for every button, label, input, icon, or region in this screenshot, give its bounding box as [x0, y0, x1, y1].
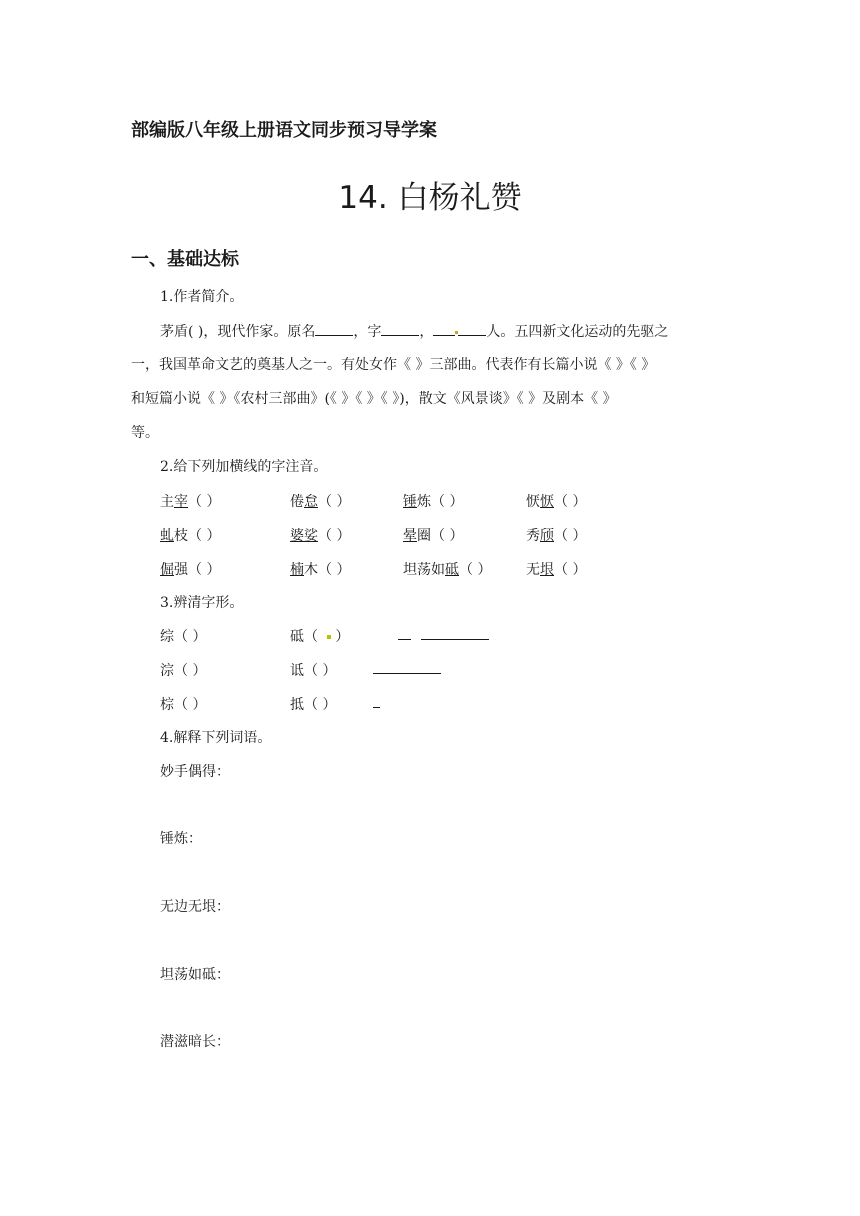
pinyin-item [526, 559, 586, 579]
pinyin-item [526, 491, 586, 511]
pinyin-item-ul: 砥 [445, 562, 459, 578]
hometown-blank-2 [458, 321, 486, 336]
pinyin-item [160, 491, 220, 511]
pinyin-item-post: 强 [174, 562, 188, 578]
term-item: 坦荡如砥： [160, 967, 230, 983]
pinyin-item [160, 559, 220, 579]
pinyin-item [403, 491, 463, 511]
glyph-item [290, 626, 349, 646]
pinyin-item-paren: （ ） [188, 562, 221, 578]
answer-blank [373, 673, 441, 674]
q4-label: 4.解释下列词语。 [160, 730, 272, 746]
term-item: 锤炼： [160, 831, 202, 847]
pinyin-item-ul: 虬 [160, 528, 174, 544]
pinyin-item-ul: 宰 [174, 494, 188, 510]
pinyin-item-post: 木 [304, 562, 318, 578]
q1-line1-c: ， [419, 324, 434, 340]
pinyin-item-ul: 锤 [403, 494, 417, 510]
q3-label: 3.辨清字形。 [160, 595, 244, 611]
glyph-item-post: ） [330, 629, 350, 645]
pinyin-item-post: 枝 [174, 528, 188, 544]
q1-label: 1.作者简介。 [160, 289, 244, 305]
pinyin-item-paren: （ ） [188, 528, 221, 544]
pinyin-item-paren: （ ） [188, 494, 221, 510]
pinyin-item-paren: （ ） [431, 494, 464, 510]
pinyin-item-ul: 垠 [540, 562, 554, 578]
pinyin-item-pre: 主 [160, 494, 174, 510]
name-blank [315, 321, 353, 336]
pinyin-item-pre: 坦荡如 [403, 562, 445, 578]
pinyin-item-paren: （ ） [459, 562, 492, 578]
glyph-item: 棕（ ） [160, 697, 207, 713]
pinyin-item-post: 圈 [417, 528, 431, 544]
pinyin-item [160, 525, 220, 545]
term-item: 潜滋暗长： [160, 1034, 230, 1050]
pinyin-item-ul: 恹 [540, 494, 554, 510]
pinyin-item-ul: 颀 [540, 528, 554, 544]
pinyin-item-pre: 无 [526, 562, 540, 578]
glyph-item: 诋（ ） [290, 663, 337, 679]
q2-label: 2.给下列加横线的字注音。 [160, 459, 328, 475]
q1-line3: 和短篇小说《 》《农村三部曲》(《 》《 》《 》)，散文《风景谈》《 》及剧本《 》 [131, 391, 617, 407]
pinyin-item-paren: （ ） [318, 494, 351, 510]
pinyin-item-pre: 恹 [526, 494, 540, 510]
pinyin-item-ul: 楠 [290, 562, 304, 578]
pinyin-item-paren: （ ） [318, 562, 351, 578]
pinyin-item [290, 525, 350, 545]
q1-line1-d: 人。五四新文化运动的先驱之 [486, 324, 669, 340]
pinyin-item [526, 525, 586, 545]
glyph-item: 淙（ ） [160, 663, 207, 679]
q1-line1 [160, 321, 668, 342]
pinyin-item-pre: 秀 [526, 528, 540, 544]
pinyin-item-paren: （ ） [431, 528, 464, 544]
pinyin-item-ul: 怠 [304, 494, 318, 510]
pinyin-item [403, 525, 463, 545]
q1-line1-b: ，字 [353, 324, 382, 340]
pinyin-item-post: 炼 [417, 494, 431, 510]
document-header: 部编版八年级上册语文同步预习导学案 [131, 120, 437, 141]
pinyin-item-ul: 晕 [403, 528, 417, 544]
pinyin-item-paren: （ ） [318, 528, 351, 544]
answer-blank [373, 707, 380, 708]
pinyin-item [290, 491, 350, 511]
courtesy-name-blank [381, 321, 419, 336]
glyph-item-pre: 砥（ [290, 629, 318, 645]
term-item: 妙手偶得： [160, 764, 230, 780]
q1-line1-a: 茅盾( )，现代作家。原名 [160, 324, 316, 340]
pinyin-item-paren: （ ） [554, 494, 587, 510]
pinyin-item [403, 559, 491, 579]
term-item: 无边无垠： [160, 899, 230, 915]
lesson-title: 14. 白杨礼赞 [338, 180, 522, 216]
q1-line4: 等。 [131, 425, 159, 441]
hometown-blank-1 [433, 321, 455, 336]
glyph-item: 抵（ ） [290, 697, 337, 713]
pinyin-item-ul: 倔 [160, 562, 174, 578]
pinyin-item-paren: （ ） [554, 562, 587, 578]
section-heading: 一、基础达标 [131, 249, 239, 270]
q1-line2: 一，我国革命文艺的奠基人之一。有处女作《 》三部曲。代表作有长篇小说《 》《 》 [131, 357, 656, 373]
pinyin-item-pre: 倦 [290, 494, 304, 510]
pinyin-item [290, 559, 350, 579]
pinyin-item-paren: （ ） [554, 528, 587, 544]
answer-blank [421, 639, 489, 640]
glyph-item: 综（ ） [160, 629, 207, 645]
pinyin-item-ul: 婆娑 [290, 528, 318, 544]
answer-blank [398, 639, 411, 640]
